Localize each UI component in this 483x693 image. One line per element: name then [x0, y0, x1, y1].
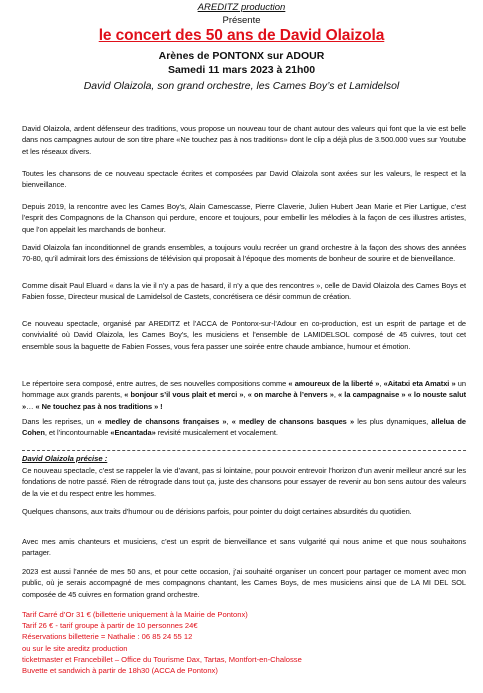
- ticket-info: [22, 609, 466, 676]
- song-title: « on marche à l’envers »: [247, 390, 334, 400]
- dashed-divider: [22, 450, 466, 451]
- cover-title: « medley de chansons basques »: [231, 417, 355, 426]
- separator: ,: [226, 417, 232, 426]
- paragraph-eluard: Comme disait Paul Eluard « dans la vie il n’y a pas de hasard, il n’y a que des rencontres », celle de David Olaizola des Cames Boys et Fabien fosse, Directeur musical de Lamidelsol de Castets, concrétisera ce désir commun de création.: [22, 281, 466, 302]
- cover-title: allelua de Cohen: [22, 417, 466, 438]
- quote-paragraph-4: 2023 est aussi l’année de mes 50 ans, et pour cette occasion, j’ai souhaité organiser un concert pour partager ce moment avec mon public, où je serais accompagné de mes compagnons chantant, les Cames Boys, de mes musiciens ainsi que de LA MI DEL SOL composée de 45 cuivres en formation grand orchestre.: [22, 567, 466, 599]
- song-title: « la campagnaise »: [338, 390, 406, 400]
- separator: ,: [379, 379, 384, 388]
- song-title: « amoureux de la liberté »: [288, 379, 380, 388]
- song-title: « Ne touchez pas à nos traditions » !: [35, 401, 163, 411]
- paragraph-songs: Toutes les chansons de ce nouveau spectacle écrites et composées par David Olaizola sont axées sur les valeurs, le respect et la bienveillance.: [22, 169, 466, 190]
- paragraph-show: Ce nouveau spectacle, organisé par AREDITZ et l’ACCA de Pontonx-sur-l’Adour en co-production, est un esprit de partage et de convivialité où David Olaizola, les Cames Boy’s, les musiciens et l’ensemble de LAMIDELSOL composé de 45 cuivres, tout cet ensemble sous la baguette de Fabien Fosses, vous fera passer une soirée entre chaude ambiance, humour et émotion.: [22, 319, 466, 351]
- paragraph-intro: David Olaizola, ardent défenseur des traditions, vous propose un nouveau tour de chant autour des valeurs qui font que la vie est belle dans nos campagnes autour de son titre phare «Ne touchez pas à nos traditions» dont le clip a déjà plus de 3.500.000 vues sur Youtube et les réseaux divers.: [22, 124, 466, 156]
- song-title: «Aitatxi eta Amatxi »: [383, 379, 456, 388]
- ticket-reservation-phone: Réservations billetterie = Nathalie : 06 85 24 55 12: [22, 632, 193, 642]
- separator: ,: [333, 390, 339, 400]
- covers-text: les plus dynamiques,: [354, 417, 432, 426]
- section-heading: David Olaizola précise :: [22, 454, 108, 463]
- concert-title: le concert des 50 ans de David Olaizola: [98, 27, 385, 44]
- ticket-price-gold: Tarif Carré d’Or 31 € (billetterie uniquement à la Mairie de Pontonx): [22, 610, 248, 619]
- cover-title: « medley de chansons françaises »: [97, 417, 227, 426]
- ticket-price-standard: Tarif 26 € - tarif groupe à partir de 10 personnes 24€: [22, 621, 198, 631]
- ticket-website: ou sur le site areditz production: [22, 643, 128, 653]
- quote-paragraph-1: Ce nouveau spectacle, c’est se rappeler la vie d’avant, pas si lointaine, pour pouvoir entrevoir l’horizon d’un avenir meilleur ancré sur les fondations de notre passé. Rien de rétrograde dans tout ça, juste des chansons pour essayer de revenir au bon sens autour des valeurs de la vie et du respect entre les hommes.: [22, 466, 466, 498]
- song-title: « bonjour s’il vous plait et merci »: [124, 390, 244, 400]
- repertoire-intro: Le répertoire sera composé, entre autres, de ses nouvelles compositions comme: [22, 379, 289, 388]
- presents-label: Présente: [222, 15, 261, 26]
- quote-paragraph-2: Quelques chansons, aux traits d’humour ou de dérisions parfois, pour pointer du doigt certaines absurdités du quotidien.: [22, 507, 412, 516]
- separator: ,: [243, 390, 248, 400]
- paragraph-repertoire: [22, 378, 466, 412]
- separator: …: [26, 401, 36, 411]
- paragraph-orchestra: David Olaizola fan inconditionnel de grands ensembles, a toujours voulu recréer un grand orchestre à la façon des shows des années 70-80, qu’il admirait lors des émissions de télévision qui proposait à l’époque des moments de bonheur de sourire et de bienveillance.: [22, 243, 466, 264]
- paragraph-covers: [22, 416, 466, 439]
- venue: Arènes de PONTONX sur ADOUR: [158, 50, 325, 62]
- refreshments-info: Buvette et sandwich à partir de 18h30 (ACCA de Pontonx): [22, 666, 218, 676]
- repertoire-text: un hommage aux grands parents,: [22, 379, 466, 400]
- covers-text: , et l’incontournable: [44, 428, 111, 438]
- song-title: « lo nouste salut »: [22, 390, 467, 411]
- covers-intro: Dans les reprises, un: [22, 417, 98, 426]
- paragraph-cames-boys: Depuis 2019, la rencontre avec les Cames Boy’s, Alain Camescasse, Pierre Claverie, Julien Hubert Jean Marie et Pier Lartigue, c’est l’esprit des Compagnons de la Chanson qui perdure, encore et toujours, pour embellir les mélodies à la façon de ces illustres artistes, que l’on appelait les marchands de bonheur.: [22, 202, 466, 234]
- producer-name: AREDITZ production: [197, 2, 286, 13]
- ticket-outlets: ticketmaster et Francebillet – Office du Tourisme Dax, Tartas, Montfort-en-Chalosse: [22, 654, 302, 664]
- performers: David Olaizola, son grand orchestre, les Cames Boy’s et Lamidelsol: [83, 80, 400, 92]
- event-date: Samedi 11 mars 2023 à 21h00: [167, 64, 316, 76]
- quote-paragraph-3: Avec mes amis chanteurs et musiciens, c’est un esprit de bienveillance et sans vulgarité qui nous anime et que nous souhaitons partager.: [22, 537, 466, 558]
- cover-title: «Encantada»: [110, 428, 156, 438]
- covers-text: revisité musicalement et vocalement.: [155, 428, 278, 438]
